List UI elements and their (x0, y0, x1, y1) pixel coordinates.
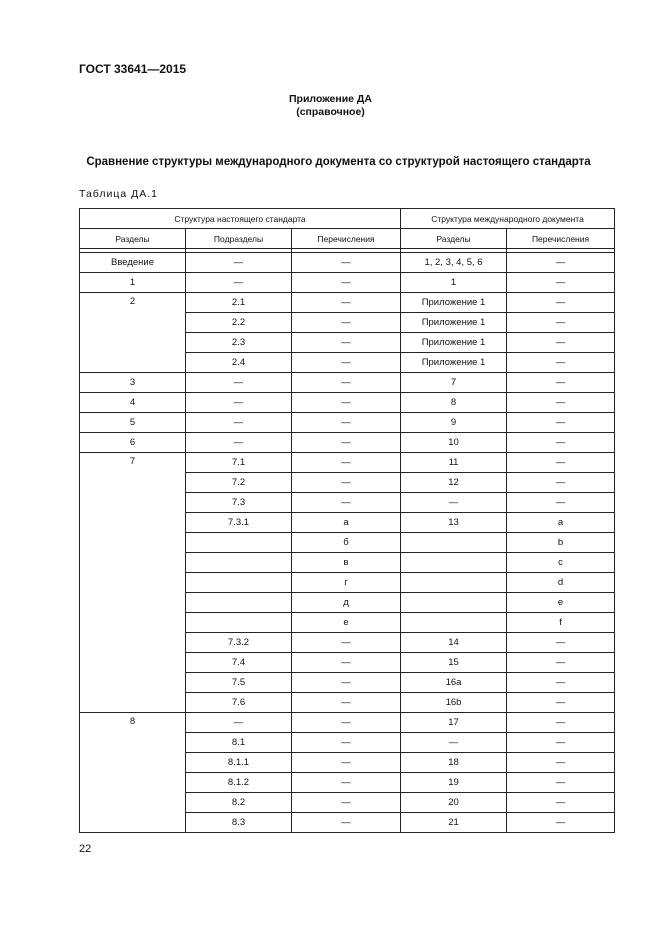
cell-section: 6 (80, 433, 186, 453)
cell-enumeration: д (292, 593, 401, 613)
cell-intl-section (401, 573, 507, 593)
cell-intl-section: 16a (401, 673, 507, 693)
cell-enumeration: — (292, 633, 401, 653)
cell-subsection: 7.1 (186, 453, 292, 473)
cell-subsection: — (186, 433, 292, 453)
appendix-heading (0, 93, 661, 119)
cell-subsection: 7.2 (186, 473, 292, 493)
cell-intl-enumeration: — (507, 813, 615, 833)
cell-enumeration: — (292, 253, 401, 273)
cell-intl-section: 10 (401, 433, 507, 453)
cell-subsection (186, 593, 292, 613)
cell-section: 5 (80, 413, 186, 433)
cell-enumeration: — (292, 373, 401, 393)
appendix-note: (справочное) (296, 106, 365, 118)
cell-subsection: 2.1 (186, 293, 292, 313)
group-header-international: Структура международного документа (401, 209, 615, 229)
cell-intl-enumeration: d (507, 573, 615, 593)
cell-subsection: 8.2 (186, 793, 292, 813)
cell-intl-enumeration: e (507, 593, 615, 613)
cell-intl-enumeration: — (507, 693, 615, 713)
cell-subsection: — (186, 393, 292, 413)
cell-intl-enumeration: — (507, 793, 615, 813)
cell-intl-section: 18 (401, 753, 507, 773)
cell-intl-section (401, 613, 507, 633)
cell-enumeration: — (292, 473, 401, 493)
cell-subsection (186, 553, 292, 573)
cell-intl-enumeration: — (507, 673, 615, 693)
cell-intl-enumeration: b (507, 533, 615, 553)
cell-enumeration: — (292, 273, 401, 293)
cell-subsection: 8.3 (186, 813, 292, 833)
cell-intl-enumeration: — (507, 313, 615, 333)
cell-subsection (186, 573, 292, 593)
table-caption: Таблица ДА.1 (79, 188, 158, 200)
cell-intl-enumeration: — (507, 653, 615, 673)
table-row (80, 713, 615, 733)
cell-enumeration: б (292, 533, 401, 553)
group-header-this-standard: Структура настоящего стандарта (80, 209, 401, 229)
cell-intl-section: Приложение 1 (401, 353, 507, 373)
cell-enumeration: — (292, 333, 401, 353)
cell-enumeration: — (292, 713, 401, 733)
cell-enumeration: — (292, 433, 401, 453)
cell-enumeration: в (292, 553, 401, 573)
cell-intl-section: 13 (401, 513, 507, 533)
cell-enumeration: — (292, 293, 401, 313)
table-row (80, 433, 615, 453)
cell-enumeration: — (292, 313, 401, 333)
cell-intl-section: 8 (401, 393, 507, 413)
cell-intl-section: Приложение 1 (401, 293, 507, 313)
cell-section: 1 (80, 273, 186, 293)
cell-intl-enumeration: — (507, 453, 615, 473)
cell-enumeration: — (292, 793, 401, 813)
cell-intl-enumeration: — (507, 473, 615, 493)
cell-intl-enumeration: — (507, 633, 615, 653)
cell-enumeration: — (292, 493, 401, 513)
document-code: ГОСТ 33641—2015 (79, 62, 187, 76)
col-header-intl-sections: Разделы (401, 229, 507, 249)
col-header-sections: Разделы (80, 229, 186, 249)
cell-enumeration: е (292, 613, 401, 633)
cell-enumeration: — (292, 413, 401, 433)
cell-intl-section: Приложение 1 (401, 313, 507, 333)
cell-enumeration: — (292, 753, 401, 773)
cell-subsection (186, 613, 292, 633)
cell-subsection: — (186, 713, 292, 733)
cell-intl-section: Приложение 1 (401, 333, 507, 353)
cell-enumeration: — (292, 393, 401, 413)
cell-intl-section: — (401, 733, 507, 753)
appendix-title: Приложение ДА (289, 93, 372, 105)
cell-subsection: — (186, 413, 292, 433)
cell-intl-section: 19 (401, 773, 507, 793)
cell-subsection: 7.3 (186, 493, 292, 513)
cell-subsection: — (186, 373, 292, 393)
cell-intl-section: 17 (401, 713, 507, 733)
cell-intl-enumeration: — (507, 713, 615, 733)
cell-intl-section: 1 (401, 273, 507, 293)
cell-intl-section (401, 593, 507, 613)
cell-subsection: 7.5 (186, 673, 292, 693)
cell-intl-section: 15 (401, 653, 507, 673)
table-row (80, 293, 615, 313)
cell-section: 2 (80, 293, 186, 373)
cell-intl-enumeration: — (507, 373, 615, 393)
cell-subsection: 8.1.2 (186, 773, 292, 793)
cell-intl-section: 1, 2, 3, 4, 5, 6 (401, 253, 507, 273)
cell-subsection: — (186, 253, 292, 273)
cell-section: 4 (80, 393, 186, 413)
cell-enumeration: а (292, 513, 401, 533)
cell-intl-enumeration: — (507, 433, 615, 453)
cell-intl-section (401, 533, 507, 553)
cell-subsection: 2.4 (186, 353, 292, 373)
cell-subsection: — (186, 273, 292, 293)
cell-intl-section: — (401, 493, 507, 513)
cell-section: 7 (80, 453, 186, 713)
cell-intl-section: 9 (401, 413, 507, 433)
cell-intl-section: 16b (401, 693, 507, 713)
cell-enumeration: — (292, 653, 401, 673)
cell-enumeration: г (292, 573, 401, 593)
col-header-subsections: Подразделы (186, 229, 292, 249)
cell-enumeration: — (292, 813, 401, 833)
cell-intl-enumeration: — (507, 293, 615, 313)
cell-intl-enumeration: — (507, 753, 615, 773)
table-row (80, 253, 615, 273)
table-row (80, 453, 615, 473)
cell-intl-enumeration: — (507, 273, 615, 293)
cell-intl-section: 20 (401, 793, 507, 813)
cell-intl-enumeration: — (507, 773, 615, 793)
cell-enumeration: — (292, 353, 401, 373)
cell-intl-enumeration: a (507, 513, 615, 533)
cell-section: Введение (80, 253, 186, 273)
cell-intl-enumeration: — (507, 493, 615, 513)
cell-subsection (186, 533, 292, 553)
cell-enumeration: — (292, 693, 401, 713)
section-title: Сравнение структуры международного документа со структурой настоящего стандарта (86, 156, 591, 168)
cell-subsection: 8.1.1 (186, 753, 292, 773)
cell-enumeration: — (292, 453, 401, 473)
cell-subsection: 7.3.1 (186, 513, 292, 533)
table-row (80, 393, 615, 413)
cell-section: 8 (80, 713, 186, 833)
cell-intl-enumeration: — (507, 393, 615, 413)
cell-intl-section: 14 (401, 633, 507, 653)
table-row (80, 273, 615, 293)
cell-enumeration: — (292, 733, 401, 753)
table-row (80, 373, 615, 393)
cell-intl-section: 11 (401, 453, 507, 473)
page-number: 22 (79, 843, 92, 855)
cell-enumeration: — (292, 673, 401, 693)
cell-subsection: 8.1 (186, 733, 292, 753)
cell-intl-enumeration: f (507, 613, 615, 633)
cell-intl-enumeration: c (507, 553, 615, 573)
cell-intl-section (401, 553, 507, 573)
cell-intl-enumeration: — (507, 353, 615, 373)
cell-subsection: 7.3.2 (186, 633, 292, 653)
table-row (80, 413, 615, 433)
cell-section: 3 (80, 373, 186, 393)
cell-intl-enumeration: — (507, 253, 615, 273)
cell-intl-section: 7 (401, 373, 507, 393)
col-header-intl-enumerations: Перечисления (507, 229, 615, 249)
cell-intl-enumeration: — (507, 733, 615, 753)
cell-intl-section: 21 (401, 813, 507, 833)
cell-subsection: 7.4 (186, 653, 292, 673)
cell-intl-enumeration: — (507, 333, 615, 353)
cell-enumeration: — (292, 773, 401, 793)
col-header-enumerations: Перечисления (292, 229, 401, 249)
cell-intl-section: 12 (401, 473, 507, 493)
cell-subsection: 2.2 (186, 313, 292, 333)
cell-intl-enumeration: — (507, 413, 615, 433)
cell-subsection: 7.6 (186, 693, 292, 713)
structure-comparison-table (79, 208, 615, 833)
cell-subsection: 2.3 (186, 333, 292, 353)
